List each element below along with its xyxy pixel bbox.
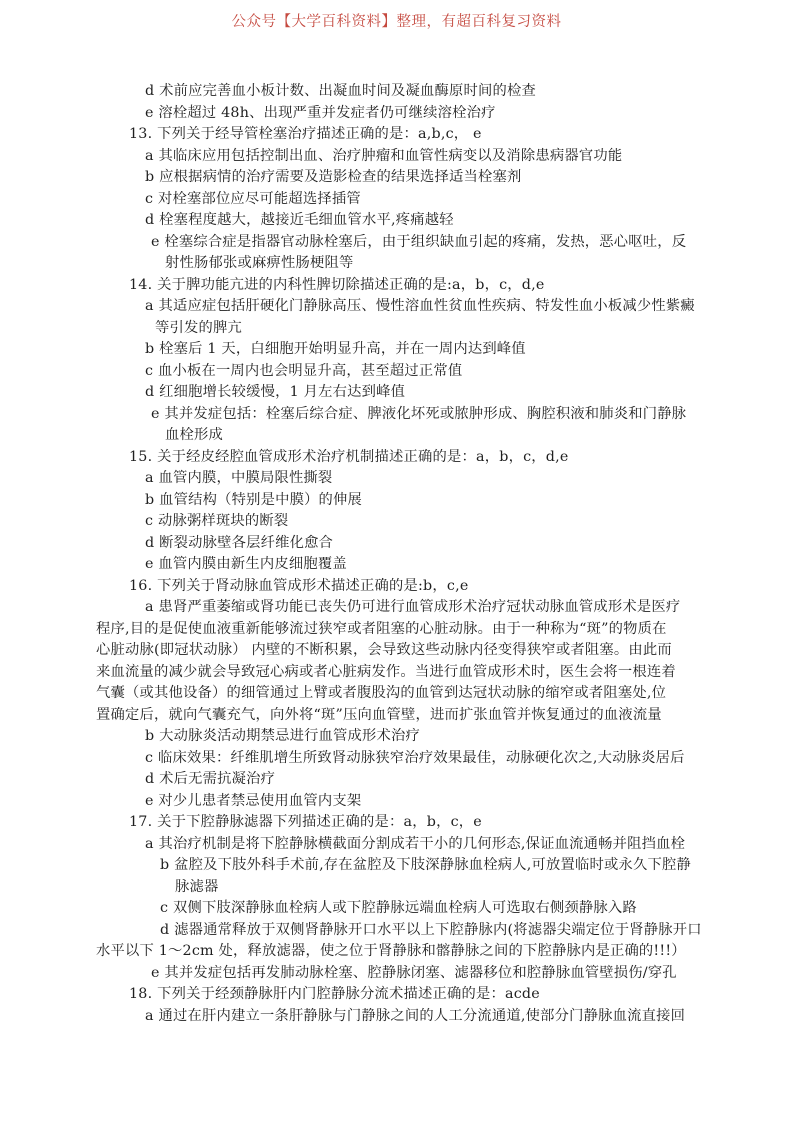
text-line: 射性肠郁张或麻痹性肠梗阻等 (165, 255, 354, 271)
text-line: a 血管内膜，中膜局限性撕裂 (145, 470, 333, 486)
text-line: b 栓塞后 1 天，白细胞开始明显升高，并在一周内达到峰值 (145, 341, 526, 357)
text-line: b 大动脉炎活动期禁忌进行血管成形术治疗 (145, 728, 421, 744)
text-line: b 应根据病情的治疗需要及造影检查的结果选择适当栓塞剂 (145, 169, 522, 185)
text-line: e 其并发症包括：栓塞后综合症、脾液化坏死或脓肿形成、胸腔积液和肺炎和门静脉 (151, 405, 687, 422)
text-line: e 血管内膜由新生内皮细胞覆盖 (145, 556, 347, 572)
text-line: 气囊（或其他设备）的细管通过上臂或者腹股沟的血管到达冠状动脉的缩窄或者阻塞处,位 (96, 685, 667, 701)
text-line: 程序,目的是促使血液重新能够流过狭窄或者阻塞的心脏动脉。由于一种称为“斑”的物质在 (96, 620, 667, 637)
text-line: 血栓形成 (165, 427, 223, 443)
text-line: c 动脉粥样斑块的断裂 (145, 513, 289, 529)
text-line: b 血管结构（特别是中膜）的伸展 (145, 491, 363, 508)
text-line: d 滤器通常释放于双侧肾静脉开口水平以上下腔静脉内(将滤器尖端定位于肾静脉开口 (160, 921, 702, 938)
text-line: d 断裂动脉壁各层纤维化愈合 (145, 534, 334, 551)
text-line: a 其临床应用包括控制出血、治疗肿瘤和血管性病变以及消除患病器官功能 (145, 147, 623, 164)
text-line: d 术前应完善血小板计数、出凝血时间及凝血酶原时间的检查 (145, 83, 537, 99)
text-line: d 栓塞程度越大，越接近毛细血管水平,疼痛越轻 (145, 212, 454, 228)
text-line: c 血小板在一周内也会明显升高，甚至超过正常值 (145, 362, 463, 379)
text-line: 置确定后，就向气囊充气，向外将“斑”压向血管壁，进而扩张血管并恢复通过的血液流量 (96, 706, 662, 723)
text-line: 17. 关于下腔静脉滤器下列描述正确的是：a，b，c，e (129, 814, 482, 830)
text-line: 15. 关于经皮经腔血管成形术治疗机制描述正确的是：a，b，c，d,e (129, 448, 569, 465)
text-line: e 对少儿患者禁忌使用血管内支架 (145, 792, 362, 809)
text-line: c 双侧下肢深静脉血栓病人或下腔静脉远端血栓病人可选取右侧颈静脉入路 (160, 900, 637, 916)
text-line: 16. 下列关于肾动脉血管成形术描述正确的是:b，c,e (129, 577, 469, 594)
text-line: e 其并发症包括再发肺动脉栓塞、腔静脉闭塞、滤器移位和腔静脉血管壁损伤/穿孔 (151, 964, 677, 981)
text-line: a 患肾严重萎缩或肾功能已丧失仍可进行血管成形术治疗冠状动脉血管成形术是医疗 (145, 599, 681, 615)
text-line: 14. 关于脾功能亢进的内科性脾切除描述正确的是:a，b，c，d,e (129, 276, 545, 293)
page-header: 公众号【大学百科资料】整理，有超百科复习资料 (231, 14, 562, 30)
text-line: 脉滤器 (175, 878, 219, 895)
text-line: 水平以下 1～2cm 处，释放滤器，使之位于肾静脉和髂静脉之间的下腔静脉内是正确的!!!） (96, 943, 686, 959)
text-line: e 溶栓超过 48h、出现严重并发症者仍可继续溶栓治疗 (145, 104, 496, 121)
text-line: a 其治疗机制是将下腔静脉横截面分割成若干小的几何形态,保证血流通畅并阻挡血栓 (145, 835, 686, 852)
text-line: d 术后无需抗凝治疗 (145, 771, 276, 787)
text-line: d 红细胞增长较缓慢，1 月左右达到峰值 (145, 384, 406, 400)
text-line: 13. 下列关于经导管栓塞治疗描述正确的是：a,b,c， e (129, 126, 482, 142)
text-line: e 栓塞综合症是指器官动脉栓塞后，由于组织缺血引起的疼痛，发热，恶心呕吐，反 (151, 233, 687, 250)
text-line: 心脏动脉(即冠状动脉） 内壁的不断积累，会导致这些动脉内径变得狭窄或者阻塞。由此而 (96, 642, 672, 658)
text-line: c 对栓塞部位应尽可能超选择插管 (145, 190, 361, 207)
text-line: a 其适应症包括肝硬化门静脉高压、慢性溶血性贫血性疾病、特发性血小板减少性紫癜 (145, 298, 695, 314)
text-line: a 通过在肝内建立一条肝静脉与门静脉之间的人工分流通道,使部分门静脉血流直接回 (145, 1007, 686, 1024)
text-line: 来血流量的减少就会导致冠心病或者心脏病发作。当进行血管成形术时，医生会将一根连着 (96, 663, 676, 680)
text-line: b 盆腔及下肢外科手术前,存在盆腔及下肢深静脉血栓病人,可放置临时或永久下腔静 (160, 857, 691, 873)
text-line: 等引发的脾亢 (155, 319, 242, 336)
text-line: 18. 下列关于经颈静脉肝内门腔静脉分流术描述正确的是：acde (129, 986, 540, 1002)
document-body (96, 81, 736, 1027)
text-line: c 临床效果：纤维肌增生所致肾动脉狭窄治疗效果最佳，动脉硬化次之,大动脉炎居后 (145, 749, 685, 766)
